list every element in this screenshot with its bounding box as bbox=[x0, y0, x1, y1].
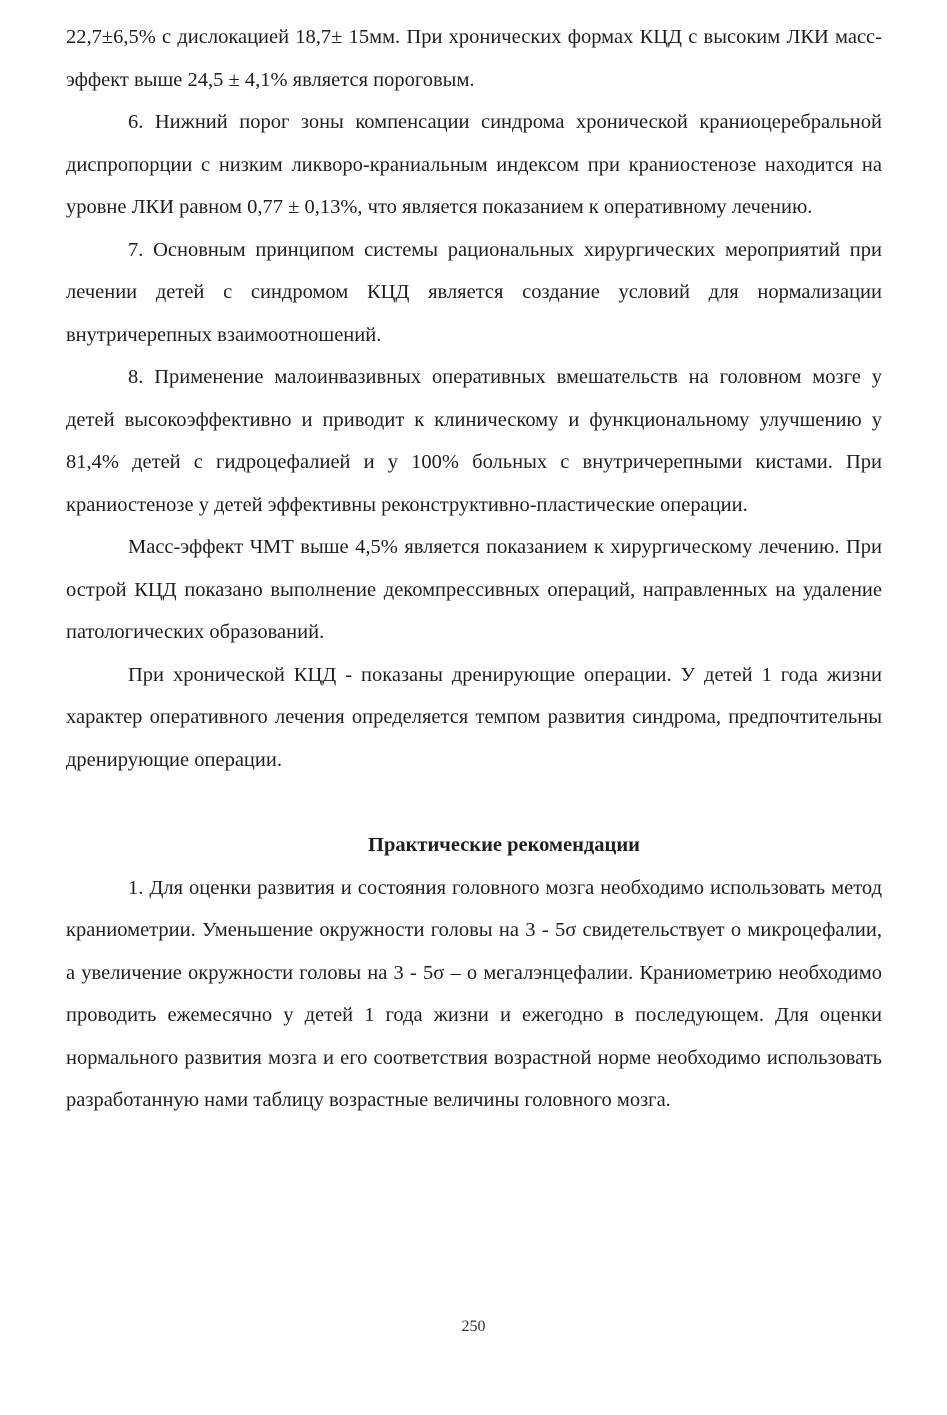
page-number: 250 bbox=[461, 1318, 486, 1335]
paragraph-item-6: 6. Нижний порог зоны компенсации синдрома хронической краниоцеребральной диспропорции с низким ликворо-краниальным индексом при краниостенозе находится на уровне ЛКИ равном 0,77 ± 0,13%, что является показанием к оперативному лечению. bbox=[66, 111, 882, 218]
paragraph-mass-effect: Масс-эффект ЧМТ выше 4,5% является показанием к хирургическому лечению. При острой КЦД показано выполнение декомпрессивных операций, направленных на удаление патологических образований. bbox=[66, 536, 882, 643]
paragraph-item-7: 7. Основным принципом системы рациональных хирургических мероприятий при лечении детей с синдромом КЦД является создание условий для нормализации внутричерепных взаимоотношений. bbox=[66, 238, 882, 346]
paragraph-item-8: 8. Применение малоинвазивных оперативных вмешательств на головном мозге у детей высокоэффективно и приводит к клиническому и функциональному улучшению у 81,4% детей с гидроцефалией и у 100% больных с внутричерепными кистами. При краниостенозе у детей эффективны реконструктивно-пластические операции. bbox=[66, 366, 882, 516]
paragraph-continuation: 22,7±6,5% с дислокацией 18,7± 15мм. При хронических формах КЦД с высоким ЛКИ масс-эффект выше 24,5 ± 4,1% является пороговым. bbox=[66, 26, 882, 91]
section-heading: Практические рекомендации bbox=[368, 834, 640, 856]
paragraph-recommendation-1: 1. Для оценки развития и состояния головного мозга необходимо использовать метод краниометрии. Уменьшение окружности головы на 3 - 5σ свидетельствует о микроцефалии, а увеличение окружности головы на 3 - 5σ – о мегалэнцефалии. Краниометрию необходимо проводить ежемесячно у детей 1 года жизни и ежегодно в последующем. Для оценки нормального развития мозга и его соответствия возрастной норме необходимо использовать разработанную нами таблицу возрастные величины головного мозга. bbox=[66, 876, 882, 1111]
document-page bbox=[66, 16, 882, 1122]
paragraph-chronic: При хронической КЦД - показаны дренирующие операции. У детей 1 года жизни характер оперативного лечения определяется темпом развития синдрома, предпочтительны дренирующие операции. bbox=[66, 663, 882, 771]
